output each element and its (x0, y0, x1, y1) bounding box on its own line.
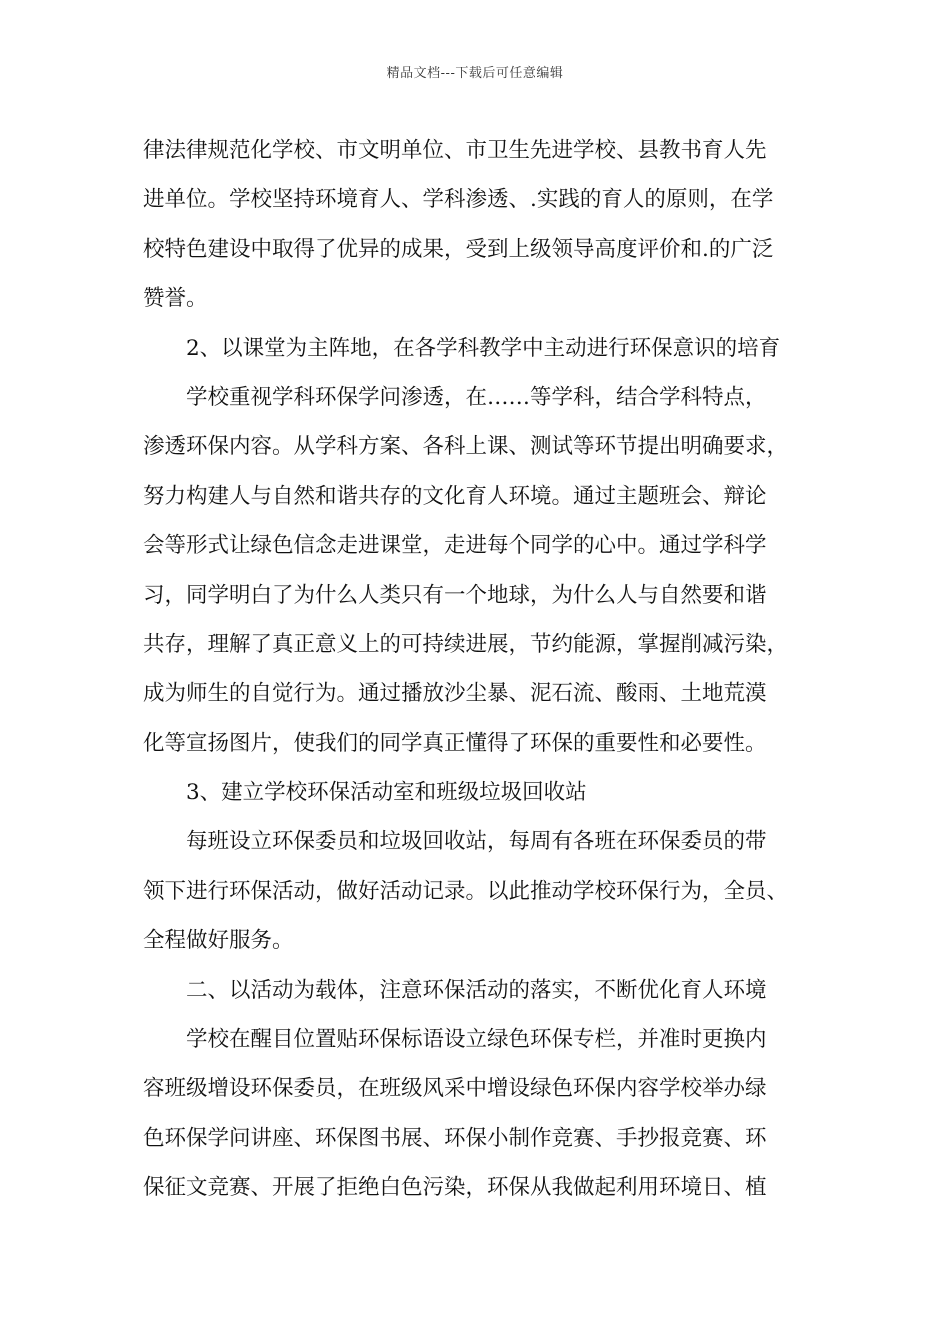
section-heading: 2、以课堂为主阵地，在各学科教学中主动进行环保意识的培育 (186, 335, 781, 361)
text-line: 习，同学明白了为什么人类只有一个地球，为什么人与自然要和谐 (143, 582, 767, 608)
text-line: 化等宣扬图片，使我们的同学真正懂得了环保的重要性和必要性。 (143, 730, 767, 756)
text-line: 学校重视学科环保学问渗透，在……等学科，结合学科特点， (186, 384, 767, 410)
section-heading: 二、以活动为载体，注意环保活动的落实，不断优化育人环境 (186, 977, 767, 1003)
document-body (143, 126, 809, 1213)
text-line: 律法律规范化学校、市文明单位、市卫生先进学校、县教书育人先 (143, 138, 767, 163)
text-line: 保征文竞赛、开展了拒绝白色污染，环保从我做起利用环境日、植 (143, 1175, 767, 1201)
text-line: 赞誉。 (143, 286, 208, 312)
text-line: 色环保学问讲座、环保图书展、环保小制作竞赛、手抄报竞赛、环 (143, 1125, 767, 1151)
section-heading: 3、建立学校环保活动室和班级垃圾回收站 (186, 780, 587, 806)
text-line: 领下进行环保活动，做好活动记录。以此推动学校环保行为，全员、 (143, 878, 789, 904)
text-line: 学校在醒目位置贴环保标语设立绿色环保专栏，并准时更换内 (186, 1027, 767, 1053)
text-line: 容班级增设环保委员，在班级风采中增设绿色环保内容学校举办绿 (143, 1076, 767, 1102)
text-line: 渗透环保内容。从学科方案、各科上课、测试等环节提出明确要求， (143, 434, 789, 460)
text-line: 每班设立环保委员和垃圾回收站，每周有各班在环保委员的带 (186, 829, 767, 855)
text-line: 努力构建人与自然和谐共存的文化育人环境。通过主题班会、辩论 (143, 483, 767, 509)
text-line: 全程做好服务。 (143, 928, 294, 954)
text-line: 会等形式让绿色信念走进课堂，走进每个同学的心中。通过学科学 (143, 533, 767, 559)
text-line: 进单位。学校坚持环境育人、学科渗透、.实践的育人的原则，在学 (143, 187, 774, 213)
page-header: 精品文档---下载后可任意编辑 (386, 66, 564, 81)
text-line: 共存，理解了真正意义上的可持续进展，节约能源，掌握削减污染， (143, 631, 789, 657)
text-line: 成为师生的自觉行为。通过播放沙尘暴、泥石流、酸雨、土地荒漠 (143, 681, 767, 707)
text-line: 校特色建设中取得了优异的成果，受到上级领导高度评价和.的广泛 (143, 236, 774, 262)
